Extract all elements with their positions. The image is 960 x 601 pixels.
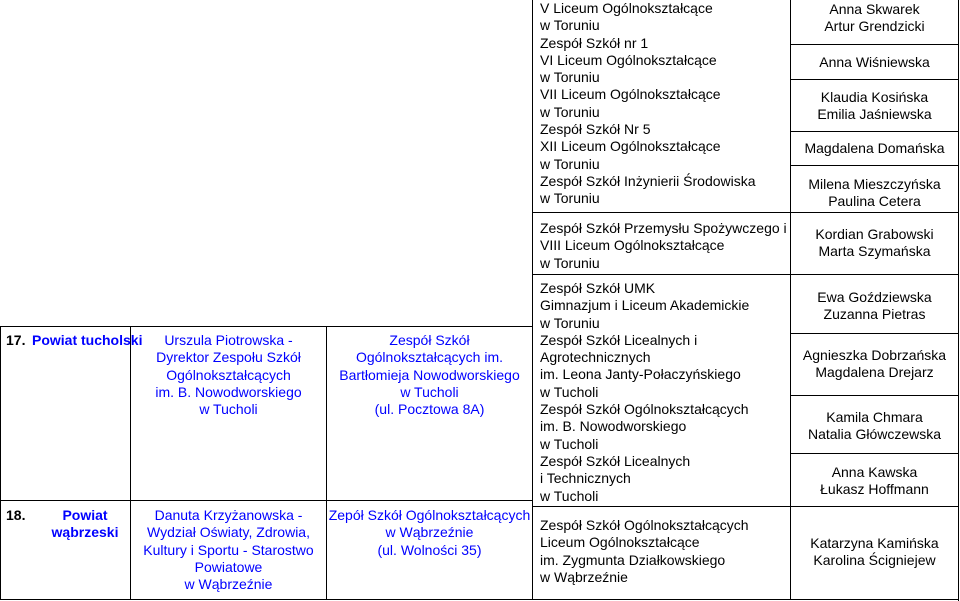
- host-line: w Wąbrzeźnie: [385, 524, 474, 541]
- coordinator-line: Danuta Krzyżanowska -: [154, 507, 303, 523]
- school-line: XII Liceum Ogólnokształcące: [540, 138, 721, 155]
- host-line: Bartłomieja Nowodworskiego: [339, 366, 520, 383]
- school-line: VIII Liceum Ogólnokształcące: [540, 237, 725, 254]
- coordinator-line: Powiatowe: [194, 558, 263, 575]
- student-name: Anna Wiśniewska: [819, 54, 930, 70]
- school-line: w Toruniu: [540, 190, 600, 207]
- school-line: Zespół Szkół Inżynierii Środowiska: [540, 172, 756, 189]
- row-number: [6, 332, 32, 349]
- student-name: Paulina Cetera: [828, 193, 921, 210]
- students-pair: [791, 89, 958, 124]
- student-name: Łukasz Hoffmann: [820, 481, 929, 498]
- school-line: w Toruniu: [540, 155, 600, 172]
- coordinator-line: Ogólnokształcących: [166, 366, 291, 383]
- coordinator-line: Wydział Oświaty, Zdrowia,: [147, 524, 310, 541]
- students-pair: [791, 176, 958, 211]
- school-line: Zespół Szkół Licealnych: [540, 452, 691, 469]
- host-line: (ul. Wolności 35): [377, 541, 482, 558]
- district-name: Powiat tucholski: [32, 332, 143, 348]
- students-pair: [791, 140, 958, 157]
- school-line: Zespół Szkół Ogólnokształcących: [540, 401, 749, 418]
- students-pair: [791, 409, 958, 444]
- student-name: Ewa Goździewska: [817, 289, 932, 305]
- school-line: im. B. Nowodworskiego: [540, 418, 687, 435]
- host-line: Zespół Szkół: [389, 332, 470, 348]
- school-line: Zespół Szkół nr 1: [540, 34, 649, 51]
- district-name: wąbrzeski: [51, 524, 119, 541]
- school-line: i Technicznych: [540, 470, 631, 487]
- school-line: w Toruniu: [540, 103, 600, 120]
- coordinator-line: Urszula Piotrowska -: [164, 332, 293, 348]
- school-line: im. Leona Janty-Połaczyńskiego: [540, 366, 741, 383]
- school-line: Zespół Szkół Licealnych i: [540, 331, 698, 348]
- student-name: Marta Szymańska: [818, 243, 931, 260]
- student-name: Kamila Chmara: [826, 409, 923, 425]
- school-line: w Tucholi: [540, 487, 599, 504]
- schools-cell-top-b: [540, 220, 788, 272]
- students-pair: [791, 289, 958, 324]
- school-line: VII Liceum Ogólnokształcące: [540, 86, 721, 103]
- student-name: Anna Kawska: [831, 464, 918, 480]
- schools-cell: [540, 280, 788, 505]
- host-line: Ogólnokształcących im.: [355, 349, 504, 366]
- district-name: Powiat: [62, 507, 108, 523]
- school-line: w Toruniu: [540, 69, 600, 86]
- schools-cell-top-a: [540, 0, 788, 208]
- students-pair: [791, 1, 958, 36]
- coordinator-line: w Wąbrzeźnie: [184, 576, 273, 593]
- student-name: Anna Skwarek: [829, 1, 920, 17]
- coordinator-cell: [131, 332, 326, 418]
- students-pair: [791, 464, 958, 499]
- students-pair: [791, 226, 958, 261]
- school-line: w Toruniu: [540, 254, 600, 271]
- student-name: Zuzanna Pietras: [823, 306, 926, 323]
- student-name: Milena Mieszczyńska: [808, 176, 941, 192]
- school-line: w Toruniu: [540, 17, 600, 34]
- district-cell: [40, 507, 130, 542]
- students-pair: [791, 347, 958, 382]
- student-name: Artur Grendzicki: [824, 18, 925, 35]
- host-school-cell: [327, 332, 532, 418]
- school-line: Liceum Ogólnokształcące: [540, 534, 700, 551]
- coordinator-line: Dyrektor Zespołu Szkół: [156, 349, 301, 366]
- coordinator-line: Kultury i Sportu - Starostwo: [143, 541, 314, 558]
- students-pair: [791, 535, 958, 570]
- school-line: Gimnazjum i Liceum Akademickie: [540, 297, 750, 314]
- student-name: Natalia Główczewska: [807, 426, 942, 443]
- coordinator-line: w Tucholi: [199, 401, 258, 418]
- row-number-text: 17.: [6, 332, 26, 348]
- student-name: Katarzyna Kamińska: [810, 535, 939, 551]
- host-line: Zepół Szkół Ogólnokształcących: [328, 507, 531, 523]
- school-line: im. Zygmunta Działkowskiego: [540, 551, 726, 568]
- student-name: Emilia Jaśniewska: [817, 106, 932, 123]
- schools-cell: [540, 517, 788, 586]
- host-school-cell: [327, 507, 532, 559]
- school-line: Zespół Szkół Nr 5: [540, 121, 651, 138]
- student-name: Karolina Ścigniejew: [813, 552, 936, 569]
- row-number-text: 18.: [6, 507, 26, 523]
- district-cell: [32, 332, 143, 349]
- student-name: Kordian Grabowski: [815, 226, 934, 242]
- coordinator-line: im. B. Nowodworskiego: [155, 383, 302, 400]
- school-line: V Liceum Ogólnokształcące: [540, 0, 713, 16]
- student-name: Magdalena Drejarz: [815, 364, 934, 381]
- host-line: (ul. Pocztowa 8A): [374, 401, 485, 418]
- students-pair: [791, 54, 958, 71]
- school-line: w Tucholi: [540, 435, 599, 452]
- student-name: Magdalena Domańska: [804, 140, 945, 156]
- school-line: w Tucholi: [540, 383, 599, 400]
- coordinator-cell: [131, 507, 326, 593]
- school-line: w Toruniu: [540, 314, 600, 331]
- school-line: Zespół Szkół UMK: [540, 280, 656, 296]
- school-line: Agrotechnicznych: [540, 349, 651, 366]
- host-line: w Tucholi: [400, 383, 459, 400]
- school-line: Zespół Szkół Ogólnokształcących: [540, 517, 749, 533]
- school-line: Zespół Szkół Przemysłu Spożywczego i: [540, 220, 787, 236]
- student-name: Klaudia Kosińska: [820, 89, 929, 105]
- row-number: [6, 507, 32, 524]
- student-name: Agnieszka Dobrzańska: [802, 347, 947, 363]
- school-line: w Wąbrzeźnie: [540, 568, 628, 585]
- school-line: VI Liceum Ogólnokształcące: [540, 51, 717, 68]
